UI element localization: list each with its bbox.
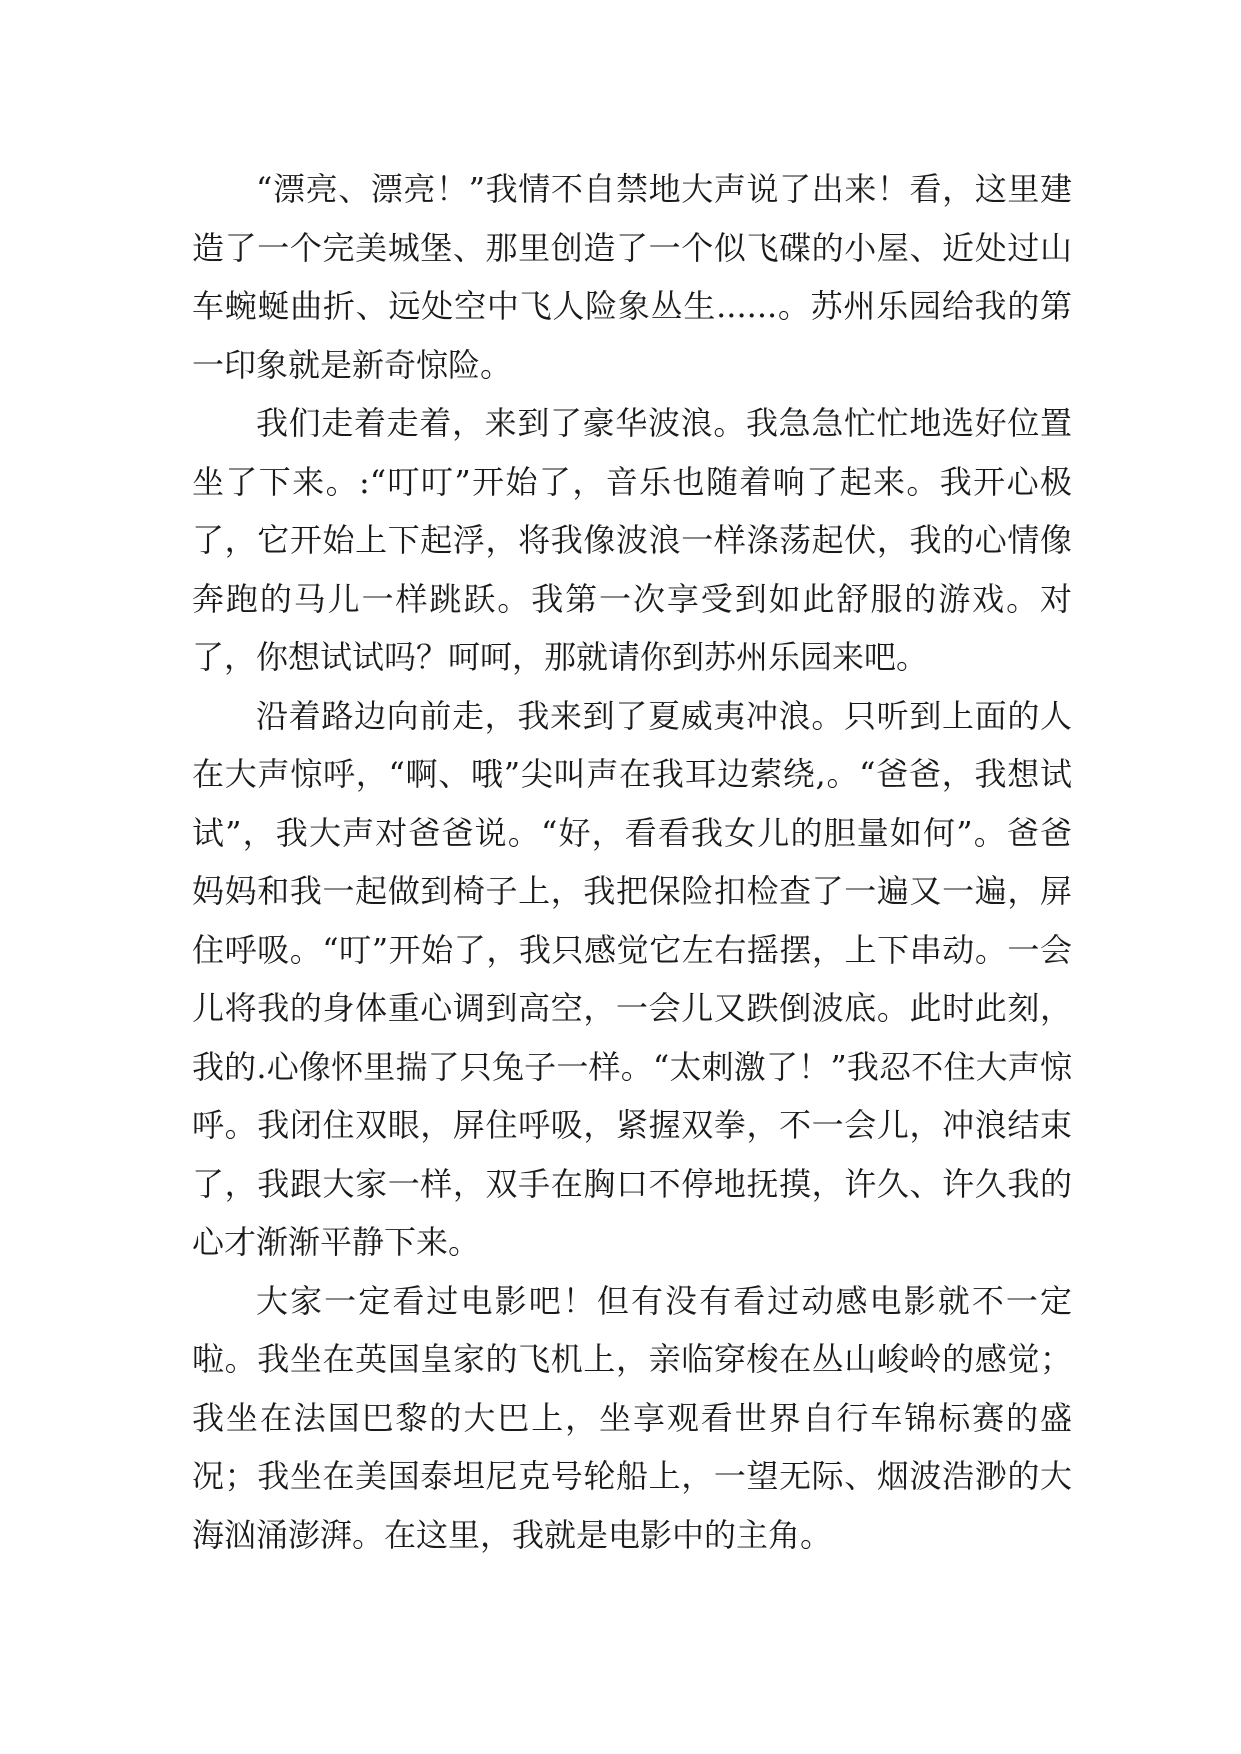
paragraph-1: “漂亮、漂亮！”我情不自禁地大声说了出来！看，这里建造了一个完美城堡、那里创造了一个似飞碟的小屋、近处过山车蜿蜒曲折、远处空中飞人险象丛生......。苏州乐园给我的第一印象就是新奇惊险。 [192, 170, 1072, 384]
document-body [192, 160, 1072, 1564]
paragraph-4: 大家一定看过电影吧！但有没有看过动感电影就不一定啦。我坐在英国皇家的飞机上，亲临穿梭在丛山峻岭的感觉；我坐在法国巴黎的大巴上，坐享观看世界自行车锦标赛的盛况；我坐在美国泰坦尼克号轮船上，一望无际、烟波浩渺的大海汹涌澎湃。在这里，我就是电影中的主角。 [192, 1281, 1072, 1554]
paragraph-2: 我们走着走着，来到了豪华波浪。我急急忙忙地选好位置坐了下来。:“叮叮”开始了，音乐也随着响了起来。我开心极了，它开始上下起浮，将我像波浪一样涤荡起伏，我的心情像奔跑的马儿一样跳跃。我第一次享受到如此舒服的游戏。对了，你想试试吗？呵呵，那就请你到苏州乐园来吧。 [192, 404, 1072, 676]
paragraph-3: 沿着路边向前走，我来到了夏威夷冲浪。只听到上面的人在大声惊呼，“啊、哦”尖叫声在我耳边萦绕,。“爸爸，我想试试”，我大声对爸爸说。“好，看看我女儿的胆量如何”。爸爸妈妈和我一起做到椅子上，我把保险扣检查了一遍又一遍，屏住呼吸。“叮”开始了，我只感觉它左右摇摆，上下串动。一会儿将我的身体重心调到高空，一会儿又跌倒波底。此时此刻，我的.心像怀里揣了只兔子一样。“太刺激了！”我忍不住大声惊呼。我闭住双眼，屏住呼吸，紧握双拳，不一会儿，冲浪结束了，我跟大家一样，双手在胸口不停地抚摸，许久、许久我的心才渐渐平静下来。 [192, 696, 1072, 1261]
